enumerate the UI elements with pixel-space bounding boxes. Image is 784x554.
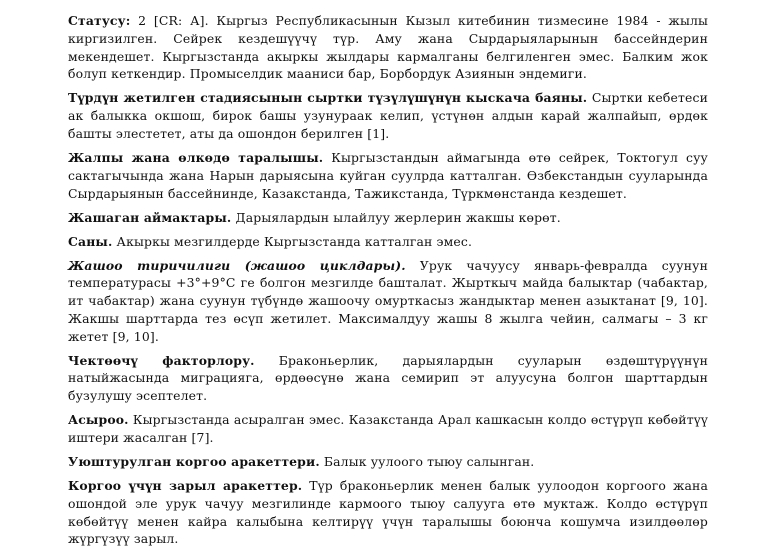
section-limiting-factors-text: Браконьерлик, дарыялардын сууларын өздөштүрүүнүн натыйжасында миграцияга, өрдөөсүнө жана семирип эт алуусуна болгон шарттардын бузулушу эсептелет. [68,352,709,404]
section-habitat [68,209,708,227]
section-status-heading: Статусу: [68,13,131,28]
section-life-cycle-heading: Жашоо тиричилиги (жашоо циклдары). [68,257,406,273]
section-habitat-text: Дарыялардын ылайлуу жерлерин жакшы көрөт. [231,209,561,225]
section-protection-measures-text: Балык уулоого тыюу салынган. [319,454,535,470]
section-protection-measures [68,453,708,471]
section-required-actions [68,477,708,548]
section-distribution [68,149,708,202]
section-breeding-text: Кыргызстанда асыралган эмес. Казакстанда Арал кашкасын колдо өстүрүп көбөйтүү иштери жасалган [7]. [68,412,708,446]
section-limiting-factors [68,352,708,405]
section-required-actions-text: Түр браконьерлик менен балык уулоодон коргоого жана ошондой эле урук чачуу мезгилинде кармоого тыюу салууга өтө муктаж. Колдо өстүрүп көбөйтүү менен кайра калыбына келтирүү үчүн таралышы боюнча кошумча изилдөөлөр жүргүзүү зарыл. [68,478,709,547]
section-habitat-heading: Жашаган аймактары. [68,209,232,225]
document-page [68,12,708,554]
section-breeding [68,411,708,447]
section-abundance-heading: Саны. [68,233,113,249]
section-breeding-heading: Асыроо. [68,412,129,428]
section-limiting-factors-heading: Чектөөчү факторлору. [68,352,255,368]
section-distribution-text: Кыргызстандын аймагында өтө сейрек, Токтогул суу сактагычында жана Нарын дарыясына куйган суулрда катталган. Өзбекстандын сууларында Сырдарыянын бассейнинде, Казакстанда, Тажикстанда, Түркмөнстанда кездешет. [68,149,708,201]
section-protection-measures-heading: Уюштурулган коргоо аракеттери. [68,454,320,470]
section-description-heading: Түрдүн жетилген стадиясынын сыртки түзүлүшүнүн кыскача баяны. [68,90,588,106]
section-status [68,12,708,83]
section-description-text: Сыртки кебетеси ак балыкка окшош, бирок башы узунураак келип, үстүнөн алдын карай жалпайып, өрдөк башты элестетет, аты да ошондон берилген [1]. [68,90,708,141]
section-abundance [68,233,708,251]
section-life-cycle-text: Урук чачуусу январь-февралда суунун температурасы +3°+9°С ге болгон мезгилде башталат. Жырткыч майда балыктар (чабактар, ит чабактар) жана суунун түбүндө жашоочу омурткасыз жандыктар менен азыктанат [9, 10]. Жакшы шарттарда тез өсүп жетилет. Максималдуу жашы 8 жылга чейин, салмагы – 3 кг жетет [9, 10]. [68,257,709,344]
section-distribution-heading: Жалпы жана өлкөдө таралышы. [68,149,324,165]
section-abundance-text: Акыркы мезгилдерде Кыргызстанда катталган эмес. [112,233,473,249]
section-description [68,89,708,142]
section-life-cycle [68,257,708,346]
section-required-actions-heading: Коргоо үчүн зарыл аракеттер. [68,478,303,494]
section-status-text: 2 [CR: А]. Кыргыз Республикасынын Кызыл китебинин тизмесине 1984 - жылы киргизилген. Сейрек кездешүүчү түр. Аму жана Сырдарыяларынын бассейндерин мекендешет. Кыргызстанда акыркы жылдары кармалганы белгиленген эмес. Балким жок болуп кеткендир. Промыселдик мааниси бар, Борбордук Азиянын эндемиги. [68,13,708,82]
